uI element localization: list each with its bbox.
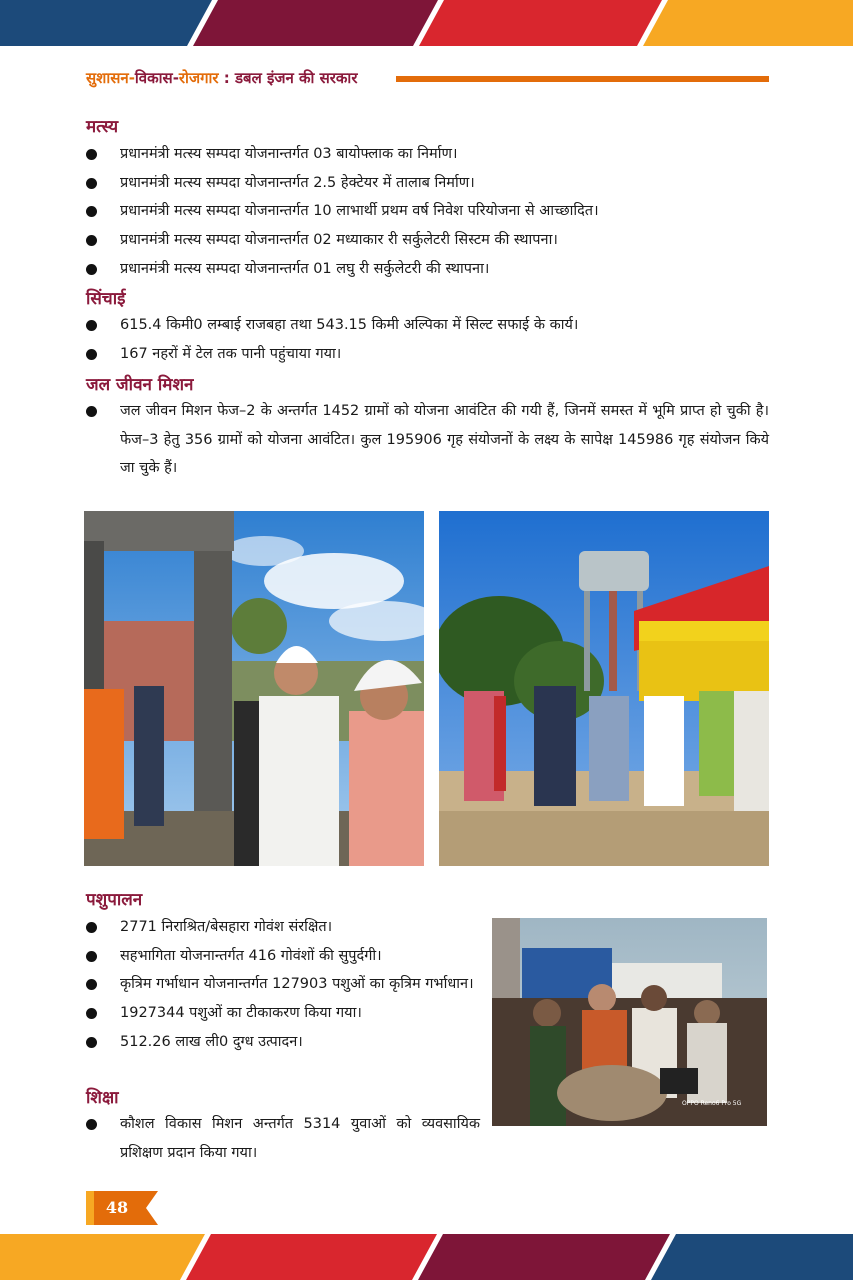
bullet-icon [86,206,97,217]
bullet-icon [86,979,97,990]
header-rule [396,76,769,82]
pashupalan-list [86,913,480,1057]
section-heading-pashupalan: पशुपालन [86,890,143,910]
section-heading-matsya: मत्स्य [86,117,119,137]
list-item: प्रधानमंत्री मत्स्य सम्पदा योजनान्तर्गत 01 लघु री सर्कुलेटरी की स्थापना। [86,255,769,284]
list-item: प्रधानमंत्री मत्स्य सम्पदा योजनान्तर्गत 03 बायोफ्लाक का निर्माण। [86,140,769,169]
list-item: 2771 निराश्रित/बेसहारा गोवंश संरक्षित। [86,913,480,942]
section-heading-shiksha: शिक्षा [86,1088,119,1108]
list-item: 1927344 पशुओं का टीकाकरण किया गया। [86,999,480,1028]
list-item: 512.26 लाख ली0 दुग्ध उत्पादन। [86,1028,480,1057]
photo-site-inspection [84,511,424,866]
matsya-list [86,140,769,284]
photo-cattle-event [492,918,767,1126]
bullet-icon [86,1037,97,1048]
sinchai-list [86,311,769,368]
bullet-icon [86,406,97,417]
header-title: सुशासन-विकास-रोजगार : डबल इंजन की सरकार [86,69,358,87]
bullet-icon [86,264,97,275]
bullet-icon [86,922,97,933]
running-header [86,68,769,92]
list-item: प्रधानमंत्री मत्स्य सम्पदा योजनान्तर्गत 10 लाभार्थी प्रथम वर्ष निवेश परियोजना से आच्छादित। [86,197,769,226]
list-item: कृत्रिम गर्भाधान योजनान्तर्गत 127903 पशुओं का कृत्रिम गर्भाधान। [86,970,480,999]
bullet-icon [86,320,97,331]
list-item: सहभागिता योजनान्तर्गत 416 गोवंशों की सुपुर्दगी। [86,942,480,971]
list-item: प्रधानमंत्री मत्स्य सम्पदा योजनान्तर्गत 2.5 हेक्टेयर में तालाब निर्माण। [86,169,769,198]
bottom-color-band [0,1234,853,1280]
photo-water-tank-visit [439,511,769,866]
bullet-icon [86,951,97,962]
shiksha-list [86,1110,480,1167]
top-color-band [0,0,853,46]
bullet-icon [86,1119,97,1130]
list-item: प्रधानमंत्री मत्स्य सम्पदा योजनान्तर्गत 02 मध्याकार री सर्कुलेटरी सिस्टम की स्थापना। [86,226,769,255]
bullet-icon [86,149,97,160]
bullet-icon [86,235,97,246]
section-heading-jal-jeevan: जल जीवन मिशन [86,375,194,395]
photo-watermark: OPPO Reno6 Pro 5G [682,1100,742,1107]
list-item: 167 नहरों में टेल तक पानी पहुंचाया गया। [86,340,769,369]
list-item: कौशल विकास मिशन अन्तर्गत 5314 युवाओं को व्यवसायिक प्रशिक्षण प्रदान किया गया। [86,1110,480,1167]
jal-jeevan-list [86,397,769,483]
page-number: 48 [105,1198,129,1217]
page-number-tab [86,1191,158,1225]
bullet-icon [86,349,97,360]
list-item: 615.4 किमी0 लम्बाई राजबहा तथा 543.15 किमी अल्पिका में सिल्ट सफाई के कार्य। [86,311,769,340]
section-heading-sinchai: सिंचाई [86,289,126,309]
bullet-icon [86,1008,97,1019]
bullet-icon [86,178,97,189]
list-item: जल जीवन मिशन फेज–2 के अन्तर्गत 1452 ग्रामों को योजना आवंटित की गयी हैं, जिनमें समस्त में भूमि प्राप्त हो चुकी है। फेज–3 हेतु 356 ग्रामों को योजना आवंटित। कुल 195906 गृह संयोजनों के लक्ष्य के सापेक्ष 145986 गृह संयोजन किये जा चुके हैं। [86,397,769,483]
